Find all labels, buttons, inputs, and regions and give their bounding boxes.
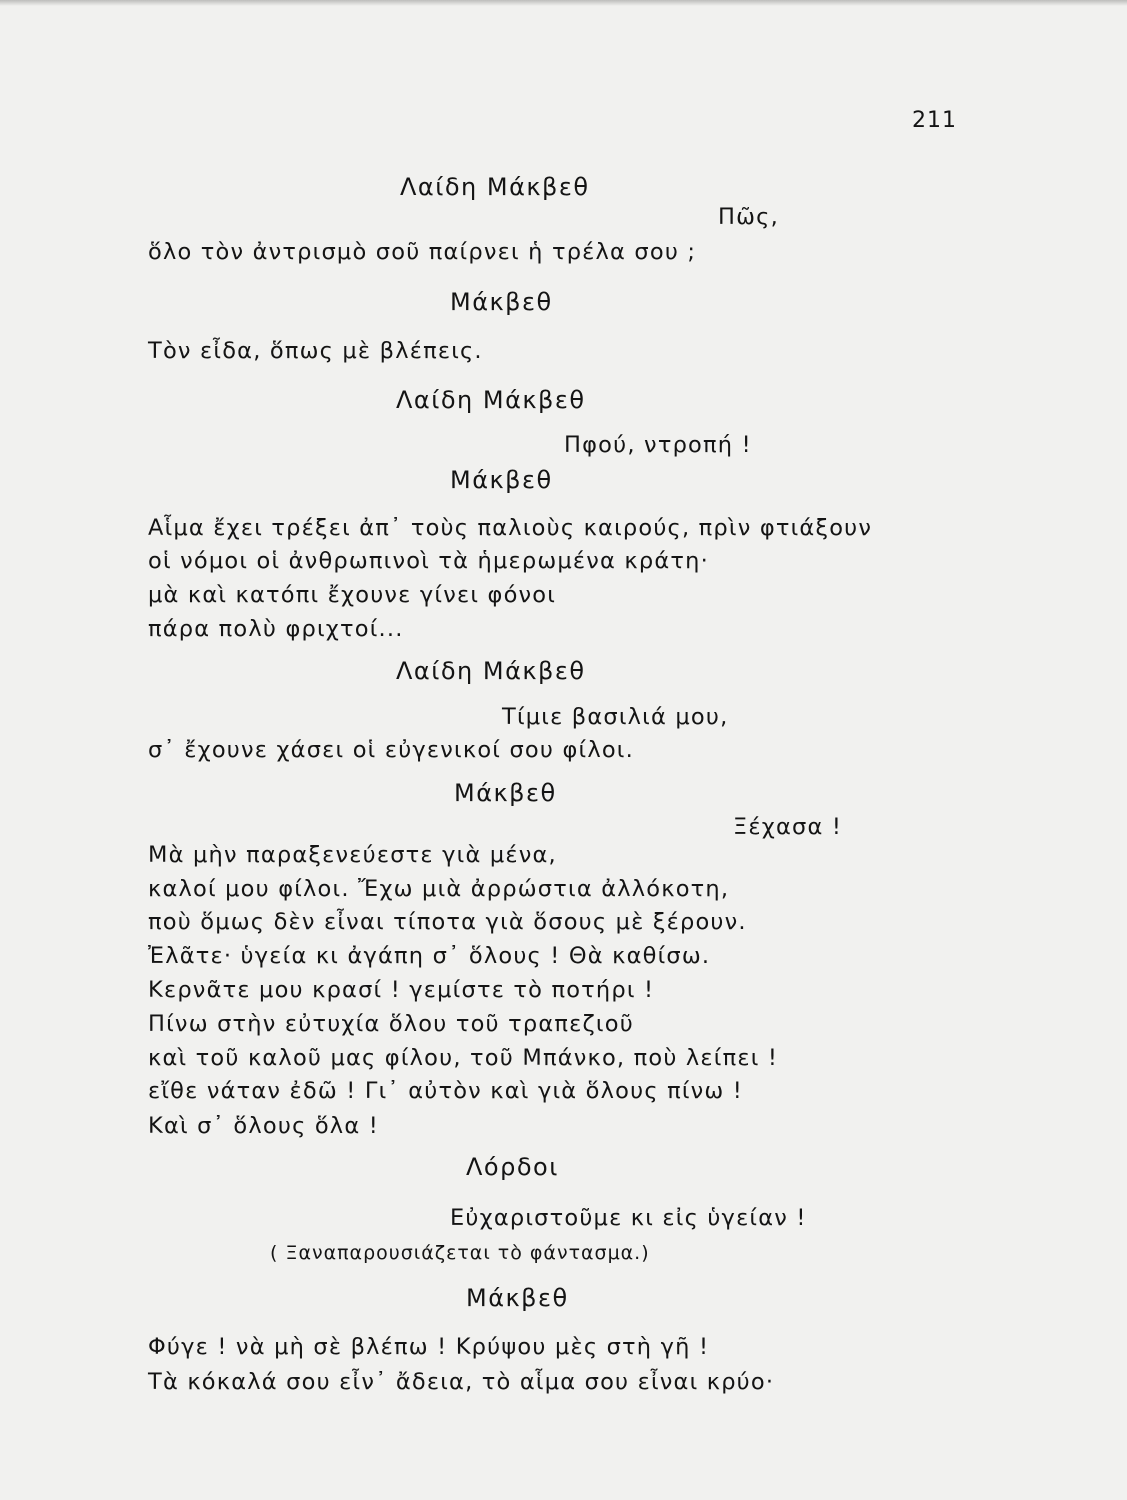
stage-direction: ( Ξαναπαρουσιάζεται τὸ φάντασμα.) [270,1242,650,1264]
verse-line: Πῶς, [718,204,779,230]
verse-line: καλοί μου φίλοι. Ἔχω μιὰ ἀρρώστια ἀλλόκοτη, [148,876,730,902]
verse-line: Εὐχαριστοῦμε κι εἰς ὑγείαν ! [450,1205,807,1231]
speaker-name: Μάκβεθ [450,466,553,494]
speaker-name: Μάκβεθ [466,1284,569,1312]
verse-line: ὅλο τὸν ἀντρισμὸ σοῦ παίρνει ἡ τρέλα σου ; [148,239,697,265]
speaker-name: Λόρδοι [466,1153,559,1181]
verse-line: Φύγε ! νὰ μὴ σὲ βλέπω ! Κρύψου μὲς στὴ γῆ ! [148,1334,710,1360]
speaker-name: Λαίδη Μάκβεθ [396,657,586,685]
verse-line: εἴθε νάταν ἐδῶ ! Γι᾽ αὐτὸν καὶ γιὰ ὅλους πίνω ! [148,1078,744,1104]
verse-line: Καὶ σ᾽ ὅλους ὅλα ! [148,1113,379,1139]
verse-line: ποὺ ὅμως δὲν εἶναι τίποτα γιὰ ὅσους μὲ ξέρουν. [148,909,747,935]
verse-line: Ἐλᾶτε· ὑγεία κι ἀγάπη σ᾽ ὅλους ! Θὰ καθίσω. [148,943,711,969]
verse-line: Κερνᾶτε μου κρασί ! γεμίστε τὸ ποτήρι ! [148,977,655,1003]
verse-line: σ᾽ ἔχουνε χάσει οἱ εὐγενικοί σου φίλοι. [148,737,634,763]
verse-line: Τίμιε βασιλιά μου, [502,704,729,730]
verse-line: πάρα πολὺ φριχτοί... [148,616,404,642]
speaker-name: Λαίδη Μάκβεθ [400,173,590,201]
verse-line: Τὰ κόκαλά σου εἶν᾽ ἄδεια, τὸ αἷμα σου εἶναι κρύο· [148,1369,775,1395]
verse-line: Πφού, ντροπή ! [564,432,752,458]
verse-line: Πίνω στὴν εὐτυχία ὅλου τοῦ τραπεζιοῦ [148,1011,634,1037]
speaker-name: Μάκβεθ [450,288,553,316]
page-number: 211 [912,108,957,133]
speaker-name: Μάκβεθ [454,779,557,807]
speaker-name: Λαίδη Μάκβεθ [396,386,586,414]
verse-line: Ξέχασα ! [733,814,843,840]
verse-line: οἱ νόμοι οἱ ἀνθρωπινοὶ τὰ ἡμερωμένα κράτη· [148,548,709,574]
verse-line: καὶ τοῦ καλοῦ μας φίλου, τοῦ Μπάνκο, ποὺ λείπει ! [148,1045,779,1071]
verse-line: Αἷμα ἔχει τρέξει ἀπ᾽ τοὺς παλιοὺς καιρούς, πρὶν φτιάξουν [148,515,873,541]
verse-line: Μὰ μὴν παραξενεύεστε γιὰ μένα, [148,842,557,868]
verse-line: μὰ καὶ κατόπι ἔχουνε γίνει φόνοι [148,582,557,608]
verse-line: Τὸν εἶδα, ὅπως μὲ βλέπεις. [148,338,483,364]
page-edge-shadow [0,0,1127,6]
